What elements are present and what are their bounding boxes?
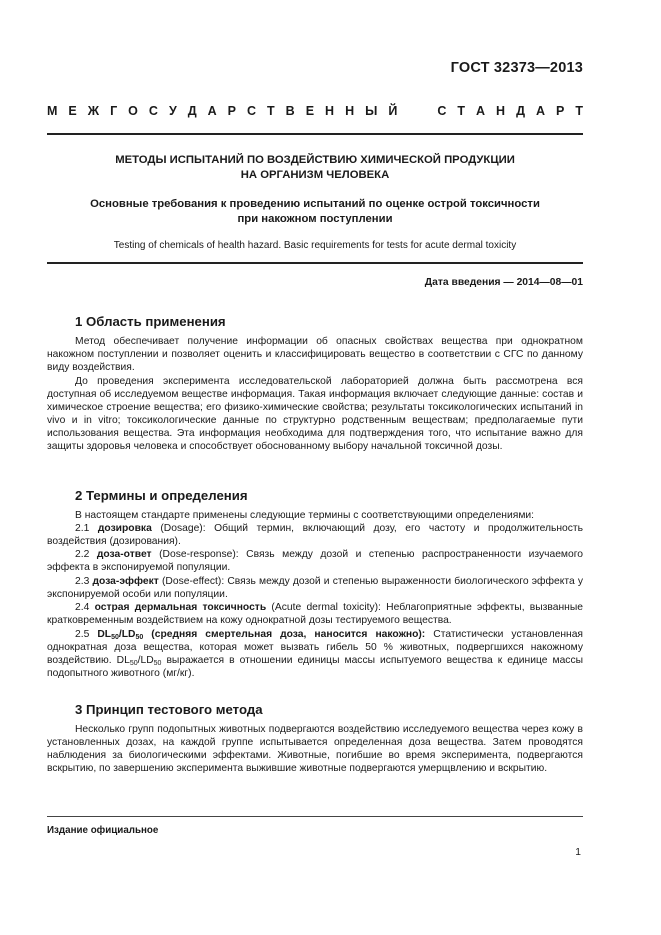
section-2-intro: В настоящем стандарте применены следующие термины с соответствующими определениями: — [75, 510, 535, 521]
english-title: Testing of chemicals of health hazard. Basic requirements for tests for acute dermal toxicity — [113, 240, 517, 251]
heading-letter: М — [47, 104, 58, 118]
term-definition: (Dosage): Общий термин, включающий дозу, его частоту и продолжительность воздействия (дозирования). — [47, 523, 583, 547]
page-number: 1 — [575, 847, 581, 858]
footer-rule — [47, 816, 583, 817]
interstate-standard-heading — [47, 104, 583, 118]
document-subtitle — [47, 197, 583, 226]
subtitle-line: при накожном поступлении — [237, 212, 393, 225]
subscript: 50 — [153, 659, 162, 667]
heading-letter: Н — [496, 104, 506, 118]
heading-letter: В — [285, 104, 295, 118]
heading-letter: Д — [187, 104, 197, 118]
section-1-paragraph-2: До проведения эксперимента исследовательской лабораторией должна быть рассмотрена вся доступная об исследуемом веществе информация. Такая информация включает следующие данные: состав и химическое строение вещества; его физико-химические свойства; результаты токсикологических испытаний in vivo и in vitro; токсикологические данные по структурно родственным веществам; предполагаемые пути использования вещества. Эта информация необходима для подтверждения того, что испытание важно для защиты здоровья человека и способствует обоснованному выбору начальной токсичной дозы. — [47, 376, 583, 452]
heading-letter: Т — [267, 104, 275, 118]
term-symbol: DL — [97, 629, 112, 640]
standard-number: ГОСТ 32373—2013 — [450, 60, 583, 76]
term-2-4 — [47, 602, 583, 628]
term-number: 2.2 — [75, 549, 97, 560]
heading-letter: С — [437, 104, 447, 118]
heading-letter: С — [247, 104, 257, 118]
heading-letter: Е — [305, 104, 315, 118]
term-definition: Статистически установленная однократная доза вещества, которая может вызвать гибель 50 % животных, подвергшихся накожному воздействию. DL — [47, 629, 583, 666]
title-line: МЕТОДЫ ИСПЫТАНИЙ ПО ВОЗДЕЙСТВИЮ ХИМИЧЕСКОЙ ПРОДУКЦИИ — [115, 154, 515, 166]
section-2-heading: 2 Термины и определения — [75, 488, 248, 503]
heading-letter: А — [476, 104, 486, 118]
term-name-text: (средняя смертельная доза, наносится накожно): — [143, 629, 426, 640]
subscript: 50 — [135, 634, 144, 641]
term-2-5 — [47, 629, 583, 681]
heading-letter: Р — [227, 104, 236, 118]
term-2-2 — [47, 549, 583, 575]
term-name: дозировка — [97, 523, 152, 534]
term-name: острая дермальная токсичность — [94, 602, 267, 613]
term-number: 2.3 — [75, 576, 93, 587]
heading-letter: Н — [325, 104, 335, 118]
title-block — [47, 153, 583, 252]
heading-letter: Д — [516, 104, 525, 118]
section-1-paragraph-1: Метод обеспечивает получение информации об опасных свойствах вещества при однократном накожном поступлении и позволяет оценить и классифицировать вещество в соответствии с СГС по данному виду воздействия. — [47, 336, 583, 373]
subscript: 50 — [111, 634, 119, 641]
term-number: 2.5 — [75, 629, 98, 640]
introduction-date: Дата введения — 2014—08—01 — [424, 277, 583, 288]
heading-letter: Й — [388, 104, 398, 118]
heading-letter: А — [207, 104, 217, 118]
term-name: доза-ответ — [96, 549, 152, 560]
heading-letter: Р — [556, 104, 565, 118]
term-2-3 — [47, 576, 583, 602]
heading-letter: Т — [575, 104, 583, 118]
term-name: доза-эффект — [92, 576, 159, 587]
title-line: НА ОРГАНИЗМ ЧЕЛОВЕКА — [240, 169, 390, 181]
term-definition: выражается в отношении единицы массы испытуемого вещества к единице массы подопытного животного (мг/кг). — [47, 654, 584, 679]
heading-letter: У — [168, 104, 177, 118]
document-title — [47, 153, 583, 183]
term-definition: (Acute dermal toxicity): Неблагоприятные эффекты, вызванные кратковременным воздействием на кожу однократной дозы тестируемого вещества. — [47, 602, 583, 626]
subscript: 50 — [129, 659, 138, 667]
heading-letter: Н — [345, 104, 355, 118]
title-rule — [47, 262, 583, 264]
heading-letter: С — [148, 104, 158, 118]
heading-letter: Г — [110, 104, 118, 118]
term-definition: (Dose-effect): Связь между дозой и степенью выраженности биологического эффекта у экспонируемой особи или популяции. — [47, 576, 583, 600]
official-edition-label: Издание официальное — [47, 825, 159, 836]
term-number: 2.1 — [75, 523, 98, 534]
heading-letter: А — [535, 104, 546, 118]
section-3-paragraph-1: Несколько групп подопытных животных подвергаются воздействию исследуемого вещества через кожу в установленных дозах, на каждой группе испытывается определенная доза вещества. Затем проводятся наблюдения за биологическими эффектами. Животные, погибшие во время эксперимента, подвергаются вскрытию, по завершению эксперимента выжившие животные подвергаются умерщвлению и вскрытию. — [47, 724, 583, 774]
heading-letter: Ы — [365, 104, 378, 118]
term-definition: /LD — [137, 654, 154, 666]
term-definition: (Dose-response): Связь между дозой и степенью распространенности изучаемого эффекта в экспонируемой популяции. — [47, 549, 583, 573]
section-3-heading: 3 Принцип тестового метода — [75, 702, 263, 717]
heading-letter: Т — [457, 104, 466, 118]
term-number: 2.4 — [75, 602, 95, 613]
term-2-1 — [47, 523, 583, 549]
section-1-heading: 1 Область применения — [75, 314, 226, 329]
term-symbol: /LD — [118, 629, 136, 640]
term-name — [97, 629, 425, 640]
heading-letter: О — [128, 104, 138, 118]
header-rule — [47, 133, 583, 135]
heading-letter: Ж — [87, 104, 100, 118]
heading-letter: Е — [68, 104, 77, 118]
subtitle-line: Основные требования к проведению испытаний по оценке острой токсичности — [90, 198, 540, 210]
